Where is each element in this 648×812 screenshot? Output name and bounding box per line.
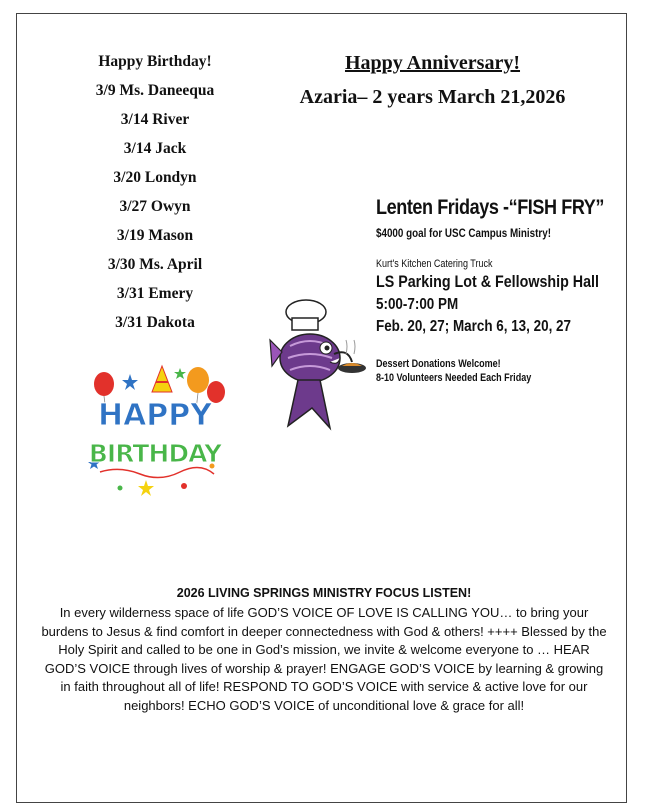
birthday-item: 3/9 Ms. Daneequa <box>95 82 215 99</box>
birthday-item: 3/14 River <box>120 111 190 128</box>
fish-fry-volunteers: 8-10 Volunteers Needed Each Friday <box>376 372 532 384</box>
party-hat-icon <box>152 366 172 392</box>
birthday-item: 3/31 Emery <box>116 285 194 302</box>
birthday-item: 3/27 Owyn <box>119 198 191 215</box>
birthday-item: 3/20 Londyn <box>113 169 197 186</box>
birthday-word: BIRTHDAY <box>88 439 222 468</box>
anniversary-title: Happy Anniversary! <box>344 52 521 74</box>
balloon-icon <box>187 367 209 393</box>
anniversary-line: Azaria– 2 years March 21,2026 <box>299 86 566 108</box>
balloon-icon <box>94 372 114 396</box>
birthday-item: 3/19 Mason <box>116 227 194 244</box>
star-icon <box>174 368 186 379</box>
birthday-item: 3/31 Dakota <box>115 314 195 331</box>
ministry-focus-body: In every wilderness space of life GOD’S VOICE OF LOVE IS CALLING YOU… to bring your burdens to Jesus & find comfort in deeper connectedness with God & others! ++++ Blessed by the Holy Spirit and called to be one in God’s mission, we invite & welcome everyone to … HEAR GOD’S VOICE through lives of worship & prayer! ENGAGE GOD’S VOICE by learning & growing in faith throughout all of life! RESPOND TO GOD’S VOICE with service & active love for our neighbors! ECHO GOD’S VOICE of unconditional love & grace for all! <box>41 605 607 713</box>
fish-chef-graphic <box>268 296 368 436</box>
fish-fry-location: LS Parking Lot & Fellowship Hall <box>376 272 599 291</box>
fish-fry-truck: Kurt's Kitchen Catering Truck <box>376 258 493 270</box>
ministry-focus-title: 2026 LIVING SPRINGS MINISTRY FOCUS LISTEN! <box>176 586 472 600</box>
fish-fry-goal: $4000 goal for USC Campus Ministry! <box>376 226 551 240</box>
fish-fry-time: 5:00-7:00 PM <box>376 296 459 313</box>
fish-fry-flyer <box>376 196 626 384</box>
birthday-item: 3/30 Ms. April <box>107 256 203 273</box>
fish-fry-dessert: Dessert Donations Welcome! <box>376 358 501 370</box>
fish-chef-icon <box>268 296 368 436</box>
birthday-title: Happy Birthday! <box>98 53 212 70</box>
star-icon <box>138 480 154 496</box>
fish-fry-title: Lenten Fridays -“FISH FRY” <box>376 196 604 219</box>
birthday-list <box>70 52 240 342</box>
happy-birthday-graphic <box>80 362 230 502</box>
happy-word: HAPPY <box>97 398 213 433</box>
star-icon <box>122 374 138 390</box>
fish-fry-dates: Feb. 20, 27; March 6, 13, 20, 27 <box>376 318 571 335</box>
birthday-item: 3/14 Jack <box>123 140 187 157</box>
happy-birthday-art <box>80 362 230 502</box>
